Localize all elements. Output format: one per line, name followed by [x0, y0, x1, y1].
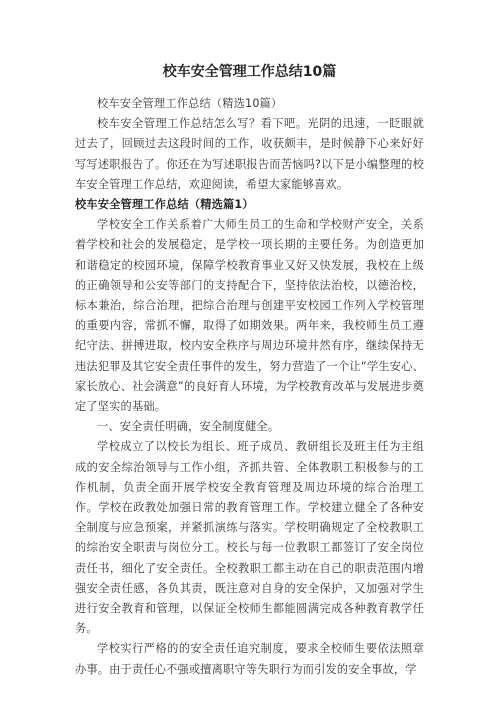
subtitle-paragraph: 校车安全管理工作总结（精选10篇） [97, 97, 283, 110]
subheading-1: 一、安全责任明确，安全制度健全。 [97, 420, 280, 434]
body-paragraph-1: 学校安全工作关系着广大师生员工的生命和学校财产安全，关系着学校和社会的发展稳定，是学校一项长期的主要任务。为创造更加和谐稳定的校园环境，保障学校教育事业又好又快发展，我校在上级的正确领导和公安等部门的支持配合下，坚持依法治校，以德治校，标本兼治，综合治理，把综合治理与创建平安校园工作列入学校管理的重要内容，常抓不懈，取得了如期效果。两年来，我校师生员工遵纪守法、拼搏进取，校内安全秩序与周边环境井然有序，继续保持无违法犯罪及其它安全责任事件的发生，努力营造了一个让“学生安心、家长放心、社会满意”的良好育人环境，为学校教育改革与发展进步奠定了坚实的基础。 [75, 218, 424, 414]
intro-paragraph: 校车安全管理工作总结怎么写？看下吧。光阴的迅速，一眨眼就过去了，回顾过去这段时间的工作，收获颇丰，是时候静下心来好好写写述职报告了。你还在为写述职报告而苦恼吗?以下是小编整理的校车安全管理工作总结，欢迎阅读，希望大家能够喜欢。 [75, 117, 424, 191]
section-heading: 校车安全管理工作总结（精选篇1） [75, 198, 254, 212]
body-paragraph-2: 学校成立了以校长为组长、班子成员、教研组长及班主任为主组成的安全综治领导与工作小组，齐抓共管、全体教职工积极参与的工作机制，负责全面开展学校安全教育管理及周边环境的综合治理工作。学校在政教处加强日常的教育管理工作。学校建立健全了各种安全制度与应急预案，并紧抓演练与落实。学校明确规定了全校教职工的综治安全职责与岗位分工。校长与每一位教职工都签订了安全岗位责任书，细化了安全责任。全校教职工都主动在自己的职责范围内增强安全责任感，各负其责，既注意对自身的安全保护，又加强对学生进行安全教育和管理，以保证全校师生都能圆满完成各种教育教学任务。 [75, 440, 424, 636]
body-paragraph-3: 学校实行严格的的安全责任追究制度，要求全校师生要依法照章办事。由于责任心不强或擅离职守等失职行为而引发的安全事故，学 [75, 642, 424, 676]
document-title: 校车安全管理工作总结10篇 [162, 64, 337, 80]
